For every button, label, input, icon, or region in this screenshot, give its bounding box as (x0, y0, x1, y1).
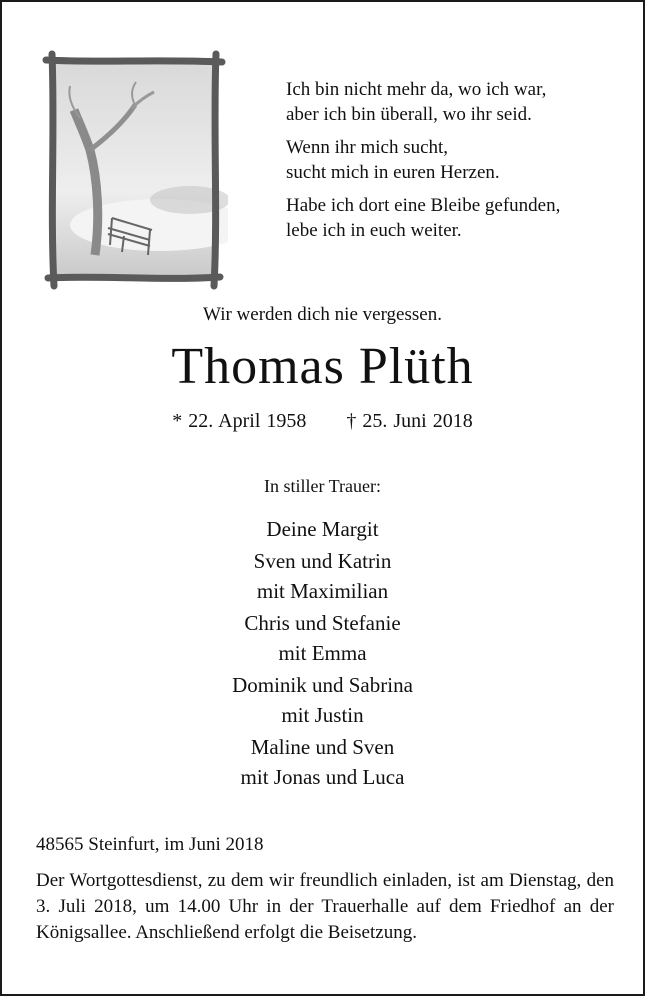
mourner-line: mit Emma (278, 641, 367, 665)
poem-line: Habe ich dort eine Bleibe gefunden, (286, 195, 561, 216)
poem-line: Ich bin nicht mehr da, wo ich war, (286, 79, 547, 100)
mourners-list (2, 514, 643, 794)
poem-stanza (286, 77, 626, 127)
mourner-line: mit Justin (281, 703, 364, 727)
mourner-group (2, 514, 643, 545)
poem-stanza (286, 135, 626, 185)
deceased-name: Thomas Plüth (171, 338, 474, 395)
mourner-line: Sven und Katrin (253, 548, 392, 573)
poem-stanza (286, 193, 626, 243)
mourner-group (2, 670, 643, 731)
mourner-group (2, 608, 643, 669)
mourner-line: Dominik und Sabrina (232, 672, 413, 697)
mourner-line: Maline und Sven (250, 734, 395, 759)
mourner-group (2, 546, 643, 607)
poem-line: lebe ich in euch weiter. (286, 220, 462, 241)
mourning-label: In stiller Trauer: (264, 476, 381, 496)
poem-line: sucht mich in euren Herzen. (286, 162, 500, 183)
birth-date: * 22. April 1958 (172, 410, 307, 432)
life-dates (2, 410, 643, 433)
poem-line: Wenn ihr mich sucht, (286, 137, 449, 158)
mourner-line: mit Jonas und Luca (240, 765, 405, 789)
memorial-poem (286, 77, 626, 251)
mourner-group (2, 732, 643, 793)
tree-and-bench-illustration (40, 50, 228, 290)
mourner-line: Chris und Stefanie (244, 610, 401, 635)
service-announcement: Der Wortgottesdienst, zu dem wir freundlich einladen, ist am Dienstag, den 3. Juli 2018, um 14.00 Uhr in der Trauerhalle auf dem Friedhof an der Königsallee. Anschließend erfolgt die Beisetzung. (36, 870, 614, 943)
poem-line: aber ich bin überall, wo ihr seid. (286, 104, 532, 125)
mourner-line: mit Maximilian (256, 579, 389, 603)
death-date: † 25. Juni 2018 (346, 410, 473, 432)
mourner-line: Deine Margit (266, 517, 379, 541)
tagline: Wir werden dich nie vergessen. (203, 304, 442, 325)
place-and-date: 48565 Steinfurt, im Juni 2018 (36, 834, 264, 855)
